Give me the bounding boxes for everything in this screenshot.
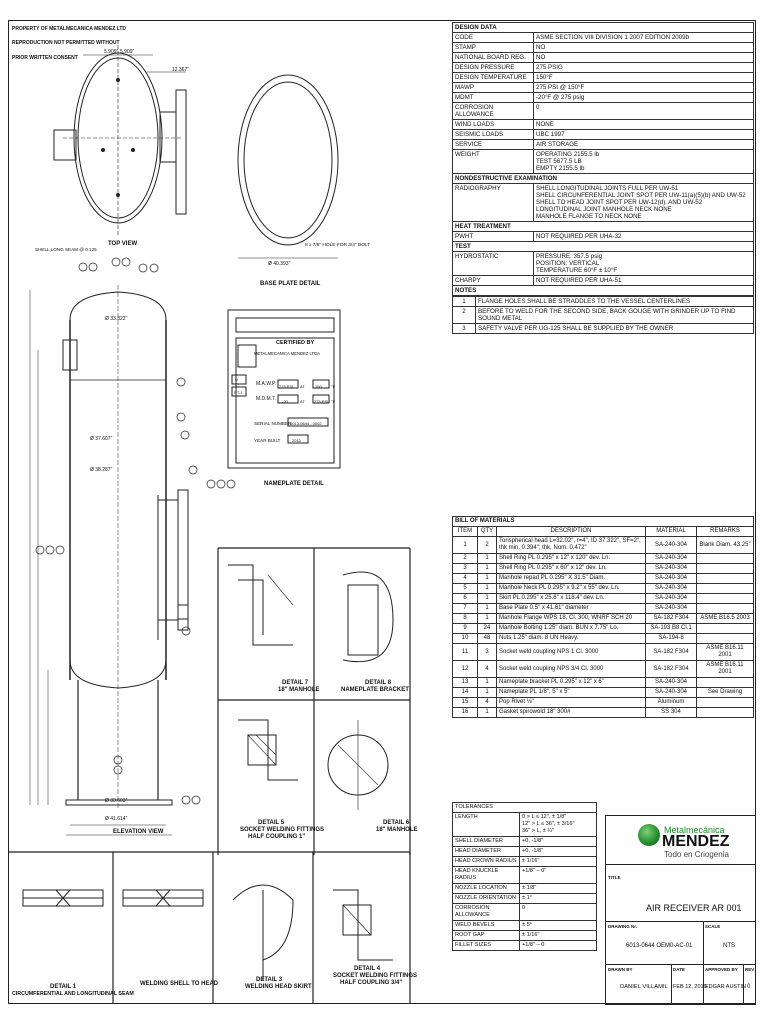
bom-qty: 1 — [478, 614, 497, 624]
tolerance-length-line: 0 > L ≤ 12", ± 1/8" — [522, 814, 567, 820]
tolerance-length-line: 12" > L ≤ 36", ± 3/16" — [522, 821, 575, 827]
drawn-by-label: DRAWN BY — [608, 967, 633, 972]
dim-37607: Ø 37.607" — [90, 436, 113, 442]
note-text: SAFETY VALVE PER UG-125 SHALL BE SUPPLIED BY THE OWNER — [476, 324, 754, 334]
bom-remarks: See Drawing — [697, 688, 754, 698]
tolerance-row — [453, 931, 597, 941]
detail1-sketch — [23, 890, 103, 898]
dd-value: 150°F — [534, 73, 754, 83]
bom-qty: 4 — [478, 698, 497, 708]
note-number: 1 — [453, 297, 476, 307]
bom-remarks — [697, 604, 754, 614]
bom-header-qty: QTY — [478, 527, 497, 537]
bom-qty: 1 — [478, 604, 497, 614]
bom-item: 4 — [453, 574, 478, 584]
nameplate-rt: RT-1 — [234, 390, 243, 395]
dd-key: WIND LOADS — [453, 120, 534, 130]
top-view-nozzle-left — [54, 130, 76, 160]
nameplate-unit-f-2: °F — [331, 399, 336, 404]
bom-material: SA-240-304 — [646, 678, 697, 688]
nameplate-mawp-value: 275 PSI — [279, 384, 294, 389]
bom-material: SS 304 — [646, 708, 697, 718]
date-value: FEB 12, 2010 — [673, 984, 707, 990]
tolerance-length-values — [520, 813, 597, 837]
bom-description: Gasket spirowold 18" 300# — [497, 708, 646, 718]
drawn-by: DANIEL VILLAMIL — [620, 984, 668, 990]
dim-hole-note: 8 x 7/8" HOLE FOR 3/4" BOLT — [305, 243, 371, 248]
tolerance-value: +0, -1/8" — [520, 847, 597, 857]
tolerance-row — [453, 857, 597, 867]
bom-remarks: Blank Diam. 43.25" — [697, 537, 754, 554]
bom-material: SA-240-304 — [646, 584, 697, 594]
bom-item: 15 — [453, 698, 478, 708]
bom-remarks — [697, 634, 754, 644]
bom-item: 8 — [453, 614, 478, 624]
notes-cell — [453, 296, 754, 334]
dd-value: AIR STORAGE — [534, 140, 754, 150]
bom-qty: 1 — [478, 708, 497, 718]
tolerance-key: SHELL DIAMETER — [453, 837, 520, 847]
dd-value: NO — [534, 43, 754, 53]
radiography-line: SHELL CIRCUNFERENTIAL JOINT SPOT PER UW-11(a)(5)(b) AND UW-52 — [536, 192, 746, 199]
radiography-line: LONGITUDINAL JOINT MANHOLE NECK NONE — [536, 206, 672, 213]
bom-row — [453, 537, 754, 554]
bom-material: Aluminum — [646, 698, 697, 708]
rev-label: REV — [745, 967, 755, 972]
tolerance-row — [453, 941, 597, 951]
detail6-label: DETAIL 6 — [383, 820, 410, 826]
bom-qty: 1 — [478, 564, 497, 574]
bom-qty: 4 — [478, 661, 497, 678]
tolerance-row — [453, 894, 597, 904]
note-number: 3 — [453, 324, 476, 334]
drawing-title: AIR RECEIVER AR 001 — [646, 903, 742, 913]
bom-row — [453, 614, 754, 624]
bom-material: SA-182 F304 — [646, 644, 697, 661]
dim-base-diam: Ø 40.393" — [268, 261, 291, 267]
bom-row — [453, 604, 754, 614]
bom-material: SA-240-304 — [646, 537, 697, 554]
note-text: BEFORE TO WELD FOR THE SECOND SIDE, BACK GOUGE WITH GRINDER UP TO FIND SOUND METAL — [476, 307, 754, 324]
bom-item: 13 — [453, 678, 478, 688]
bom-item: 7 — [453, 604, 478, 614]
tolerance-key: WELD BEVELS — [453, 921, 520, 931]
bom-row — [453, 624, 754, 634]
tolerance-row — [453, 847, 597, 857]
tolerance-row — [453, 837, 597, 847]
bom-material: SA-193 B8 Cl.1 — [646, 624, 697, 634]
bom-item: 11 — [453, 644, 478, 661]
top-view-manhole-flange — [176, 90, 186, 214]
bom-remarks — [697, 678, 754, 688]
dd-key: NATIONAL BOARD REG. — [453, 53, 534, 63]
tolerances-body — [453, 837, 597, 951]
bom-row — [453, 708, 754, 718]
bom-material: SA-240-304 — [646, 554, 697, 564]
bom-item: 3 — [453, 564, 478, 574]
bom-material: SA-240-304 — [646, 604, 697, 614]
bom-material: SA-194-8 — [646, 634, 697, 644]
bom-description: Manhole Flange WPS 18, Cl. 300, WNRF SCH 20 — [497, 614, 646, 624]
title-block — [605, 815, 756, 1005]
nameplate-unit-f-1: °F — [331, 384, 336, 389]
tolerance-value: +0, -1/8" — [520, 837, 597, 847]
tolerance-row — [453, 904, 597, 921]
brand-slogan: Todo en Criogenia — [664, 850, 729, 859]
bom-row — [453, 564, 754, 574]
weight-test: TEST 5677.5 LB — [536, 158, 582, 165]
note-text: FLANGE HOLES SHALL BE STRADDLES TO THE VESSEL CENTERLINES — [476, 297, 754, 307]
property-note-2: REPRODUCTION NOT PERMITTED WITHOUT — [12, 40, 120, 46]
weight-empty: EMPTY 2155.5 lb — [536, 165, 585, 172]
bom-description: Manhole repad PL 0.295" X 31.5" Diam. — [497, 574, 646, 584]
bom-title: BILL OF MATERIALS — [453, 517, 754, 527]
bom-row — [453, 661, 754, 678]
bom-description: Manhole Bolting 1.25" diam. BUN x 7.75" Lo. — [497, 624, 646, 634]
detail2-sketch — [123, 890, 203, 898]
dd-value: UBC 1997 — [534, 130, 754, 140]
property-note-1: PROPERTY OF METALMECANICA MENDEZ LTD — [12, 26, 126, 32]
tolerance-row — [453, 867, 597, 884]
weight-values — [534, 150, 754, 174]
company-logo-icon — [638, 824, 660, 846]
bom-qty: 1 — [478, 678, 497, 688]
elevation-view-label: ELEVATION VIEW — [113, 829, 164, 835]
bom-remarks — [697, 584, 754, 594]
base-plate-detail-label: BASE PLATE DETAIL — [260, 281, 321, 287]
bom-material: SA-240-304 — [646, 564, 697, 574]
dd-value: NONE — [534, 120, 754, 130]
bom-qty: 48 — [478, 634, 497, 644]
detail5-label: DETAIL 5 — [258, 820, 285, 826]
approved-by-label: APPROVED BY — [705, 967, 738, 972]
approved-by: EDGAR AUSTIN — [705, 984, 746, 990]
bom-item: 5 — [453, 584, 478, 594]
tolerance-value: +1/8" – 0" — [520, 867, 597, 884]
bom-description: Shell Ring PL 0.295" x 12" x 120" dev. Ln. — [497, 554, 646, 564]
hydro-temperature: TEMPERATURE 60°F ± 10°F — [536, 267, 618, 274]
bom-row — [453, 584, 754, 594]
dim-5909-b: 5.909" — [120, 49, 135, 55]
dd-value: -20°F @ 275 psig — [534, 93, 754, 103]
detail4-label: DETAIL 4 — [354, 966, 381, 972]
bom-description: Base Plate 0.5" x 41.61" diameter — [497, 604, 646, 614]
bom-description: Skirt PL 0.295" x 25.6" x 118.4" dev. Ln. — [497, 594, 646, 604]
charpy-value: NOT REQUIRED PER UHA-51 — [534, 276, 754, 286]
bom-qty: 3 — [478, 644, 497, 661]
tolerance-row — [453, 921, 597, 931]
tolerance-value: ± 5° — [520, 921, 597, 931]
notes-title: NOTES — [453, 286, 754, 296]
drawing-number: 6013-0644 OEM0-AC-01 — [626, 943, 693, 949]
test-title: TEST — [453, 242, 754, 252]
base-plate-inner — [244, 82, 332, 238]
radiography-line: SHELL LONGITUDINAL JOINTS FULL PER UW-51 — [536, 185, 679, 192]
tolerances-title: TOLERANCES — [453, 803, 597, 813]
dd-key: SERVICE — [453, 140, 534, 150]
detail8-sub-label: NAMEPLATE BRACKET — [341, 687, 409, 693]
bom-item: 10 — [453, 634, 478, 644]
nameplate-certified: CERTIFIED BY — [276, 340, 315, 346]
radiography-values — [534, 184, 754, 222]
radiography-line: MANHOLE FLANGE TO NECK NONE — [536, 213, 642, 220]
scale-value: NTS — [723, 943, 735, 949]
bom-item: 2 — [453, 554, 478, 564]
bom-description: Torispherical head L=32.02", r=4", ID 37.322", SF=2", thk min. 0.394"; thk. Nom. 0.472" — [497, 537, 646, 554]
tolerance-key: HEAD KNUCKLE RADIUS — [453, 867, 520, 884]
detail7-label: DETAIL 7 — [282, 680, 309, 686]
bom-material: SA-182 F304 — [646, 614, 697, 624]
title-label: TITLE — [608, 875, 621, 880]
dd-value: 0 — [534, 103, 754, 120]
bom-remarks — [697, 698, 754, 708]
bom-description: Socket weld coupling NPS 1 Cl. 3000 — [497, 644, 646, 661]
dim-33322: Ø 33.322" — [105, 316, 128, 322]
tolerance-value: ± 1° — [520, 894, 597, 904]
nameplate-mdmt-psi: 275 PSI — [314, 399, 329, 404]
nameplate-detail-label: NAMEPLATE DETAIL — [264, 481, 324, 487]
bom-header-material: MATERIAL — [646, 527, 697, 537]
detail4-sub1-label: SOCKET WELDING FITTINGS — [333, 973, 417, 979]
bom-qty: 1 — [478, 574, 497, 584]
bom-remarks: ASME B16.11 2001 — [697, 661, 754, 678]
dd-key: CORROSION ALLOWANCE — [453, 103, 534, 120]
tolerance-key: FILLET SIZES — [453, 941, 520, 951]
bom-description: Nameplate bracket PL 0.295" x 12" x 6" — [497, 678, 646, 688]
bom-qty: 1 — [478, 554, 497, 564]
bom-remarks: ASME B16.11 2001 — [697, 644, 754, 661]
dim-shell-long-seam: SHELL LONG SEAM @ 0.125 — [35, 247, 97, 252]
bom-item: 14 — [453, 688, 478, 698]
bom-item: 1 — [453, 537, 478, 554]
bom-description: Nameplate PL 1/8", 5" x 5" — [497, 688, 646, 698]
dd-value: 275 PSI @ 150°F — [534, 83, 754, 93]
detail5-sketch — [238, 720, 298, 780]
detail6-sub-label: 18" MANHOLE — [376, 827, 418, 833]
hydro-pressure: PRESSURE: 357.5 psig — [536, 253, 603, 260]
bom-description: Socket weld coupling NPS 3/4 Cl. 3000 — [497, 661, 646, 678]
bom-header-item: ITEM — [453, 527, 478, 537]
company-name: Metalmecánica — [664, 825, 725, 835]
detail7-sketch — [228, 565, 293, 645]
dd-key: SEISMIC LOADS — [453, 130, 534, 140]
detail3-label: DETAIL 3 — [256, 977, 283, 983]
dim-33603: Ø 33.603" — [105, 798, 128, 804]
bill-of-materials-table — [452, 516, 754, 718]
radiography-line: SHELL TO HEAD JOINT SPOT PER UW-12(d), AND UW-52 — [536, 199, 703, 206]
scale-label: SCALE — [705, 924, 721, 929]
bom-item: 12 — [453, 661, 478, 678]
dd-key: DESIGN PRESSURE — [453, 63, 534, 73]
bom-material: SA-182 F304 — [646, 661, 697, 678]
tolerance-length-label: LENGTH — [453, 813, 520, 837]
nameplate-company: METALMECANICA MENDEZ LTDA — [254, 351, 320, 356]
bom-header-description: DESCRIPTION — [497, 527, 646, 537]
detail3-sub-label: WELDING HEAD SKIRT — [245, 984, 312, 990]
hydrostatic-values — [534, 252, 754, 276]
weight-label: WEIGHT — [453, 150, 534, 174]
hydro-position: POSITION: VERTICAL — [536, 260, 600, 267]
elevation-manhole — [158, 500, 178, 620]
hydrostatic-label: HYDROSTATIC — [453, 252, 534, 276]
nameplate-serial-label: SERIAL NUMBER — [254, 421, 292, 426]
bom-description: Manhole Neck PL 0.295" x 9.2" x 55" dev. Ln. — [497, 584, 646, 594]
detail8-label: DETAIL 8 — [365, 680, 392, 686]
engineering-drawing — [8, 20, 458, 1010]
tolerance-key: HEAD CROWN RADIUS — [453, 857, 520, 867]
note-number: 2 — [453, 307, 476, 324]
dd-key: MDMT — [453, 93, 534, 103]
bom-qty: 2 — [478, 537, 497, 554]
bom-row — [453, 574, 754, 584]
nde-title: NONDESTRUCTIVE EXAMINATION — [453, 174, 754, 184]
bom-qty: 1 — [478, 594, 497, 604]
detail5-sub1-label: SOCKET WELDING FITTINGS — [240, 827, 324, 833]
tolerance-key: NOZZLE LOCATION — [453, 884, 520, 894]
radiography-label: RADIOGRAPHY — [453, 184, 534, 222]
dim-12367: 12.367" — [172, 67, 190, 73]
bom-row — [453, 554, 754, 564]
dim-38287: Ø 38.287" — [90, 467, 113, 473]
design-data-table — [452, 22, 754, 334]
dim-5909-a: 5.909" — [104, 49, 119, 55]
dd-value: ASME SECTION VIII DIVISION 1 2007 EDITION 2009b — [534, 33, 754, 43]
weight-operating: OPERATING 2155.5 lb — [536, 151, 600, 158]
nameplate-year-label: YEAR BUILT — [254, 438, 281, 443]
detail1-label: DETAIL 1 — [50, 984, 77, 990]
design-data-title: DESIGN DATA — [453, 23, 754, 33]
dim-41614: Ø 41.614" — [105, 816, 128, 822]
dd-key: MAWP — [453, 83, 534, 93]
detail4-sub2-label: HALF COUPLING 3/4" — [340, 980, 403, 986]
nameplate-mdmt-label: M.D.M.T. — [256, 396, 276, 402]
dd-key: STAMP — [453, 43, 534, 53]
nameplate-serial-value: 6013-0644 - 0002 — [290, 421, 322, 426]
bom-remarks — [697, 708, 754, 718]
bom-material: SA-240-304 — [646, 574, 697, 584]
tolerance-key: CORROSION ALLOWANCE — [453, 904, 520, 921]
nameplate-mdmt-value: -20 — [282, 399, 288, 404]
dd-value: NO — [534, 53, 754, 63]
base-plate-outer — [238, 75, 338, 245]
bom-material: SA-240-304 — [646, 594, 697, 604]
pwht-label: PWHT — [453, 232, 534, 242]
detail1-sub-label: CIRCUMFERENTIAL AND LONGITUDINAL SEAM — [12, 991, 134, 997]
bom-row — [453, 594, 754, 604]
nameplate-at-1: AT — [300, 384, 305, 389]
tolerance-length-line: 36" > L, ± ¼" — [522, 828, 555, 834]
bom-qty: 1 — [478, 688, 497, 698]
pwht-value: NOT REQUIRED PER UHA-32 — [534, 232, 754, 242]
tolerance-value: ± 1/8" — [520, 884, 597, 894]
bom-row — [453, 688, 754, 698]
bom-remarks — [697, 554, 754, 564]
bom-remarks — [697, 624, 754, 634]
bom-qty: 24 — [478, 624, 497, 634]
dd-value: 275 PSIG — [534, 63, 754, 73]
bom-description: Pop Rivet ⅛" — [497, 698, 646, 708]
bom-header-remarks: REMARKS — [697, 527, 754, 537]
drawing-number-label: DRAWING Nr. — [608, 924, 638, 929]
tolerance-key: NOZZLE ORIENTATION — [453, 894, 520, 904]
bom-description: Nuts 1.25" diam. 8 UN Heavy. — [497, 634, 646, 644]
bom-remarks — [697, 594, 754, 604]
bom-item: 16 — [453, 708, 478, 718]
tolerance-value: +1/8" – 0 — [520, 941, 597, 951]
bom-item: 9 — [453, 624, 478, 634]
tolerance-value: ± 1/16" — [520, 931, 597, 941]
tolerance-key: ROOT GAP — [453, 931, 520, 941]
tolerances-table — [452, 802, 597, 951]
detail7-sub-label: 18" MANHOLE — [278, 687, 320, 693]
tolerance-value: 0 — [520, 904, 597, 921]
bom-description: Shell Ring PL 0.295" x 60" x 12" dev. Ln. — [497, 564, 646, 574]
detail2-label: WELDING SHELL TO HEAD — [140, 981, 219, 987]
bom-row — [453, 634, 754, 644]
tolerance-key: HEAD DIAMETER — [453, 847, 520, 857]
dd-key: CODE — [453, 33, 534, 43]
tolerance-value: ± 1/16" — [520, 857, 597, 867]
heat-treatment-title: HEAT TREATMENT — [453, 222, 754, 232]
nameplate-mawp-temp: 150 — [315, 384, 322, 389]
nameplate-year-value: 2010 — [292, 438, 301, 443]
property-note-3: PRIOR WRITTEN CONSENT — [12, 55, 78, 61]
rev-value: 0 — [747, 984, 751, 990]
bom-row — [453, 644, 754, 661]
nameplate-mawp-label: M.A.W.P. — [256, 381, 277, 387]
bom-row — [453, 678, 754, 688]
nameplate-at-2: AT — [300, 399, 305, 404]
detail5-sub2-label: HALF COUPLING 1" — [248, 834, 306, 840]
detail4-sketch — [333, 890, 393, 960]
nameplate-u-mark: U — [235, 377, 238, 382]
bom-remarks — [697, 574, 754, 584]
bom-item: 6 — [453, 594, 478, 604]
tolerance-row — [453, 884, 597, 894]
bom-remarks — [697, 564, 754, 574]
bom-row — [453, 698, 754, 708]
charpy-label: CHARPY — [453, 276, 534, 286]
brand-name: MENDEZ — [662, 833, 730, 850]
bom-material: SA-240-304 — [646, 688, 697, 698]
date-label: DATE — [673, 967, 685, 972]
dd-key: DESIGN TEMPERATURE — [453, 73, 534, 83]
bom-body — [453, 537, 754, 718]
bom-remarks: ASME B16.5 2003 — [697, 614, 754, 624]
bom-qty: 1 — [478, 584, 497, 594]
top-view-label: TOP VIEW — [108, 241, 138, 247]
